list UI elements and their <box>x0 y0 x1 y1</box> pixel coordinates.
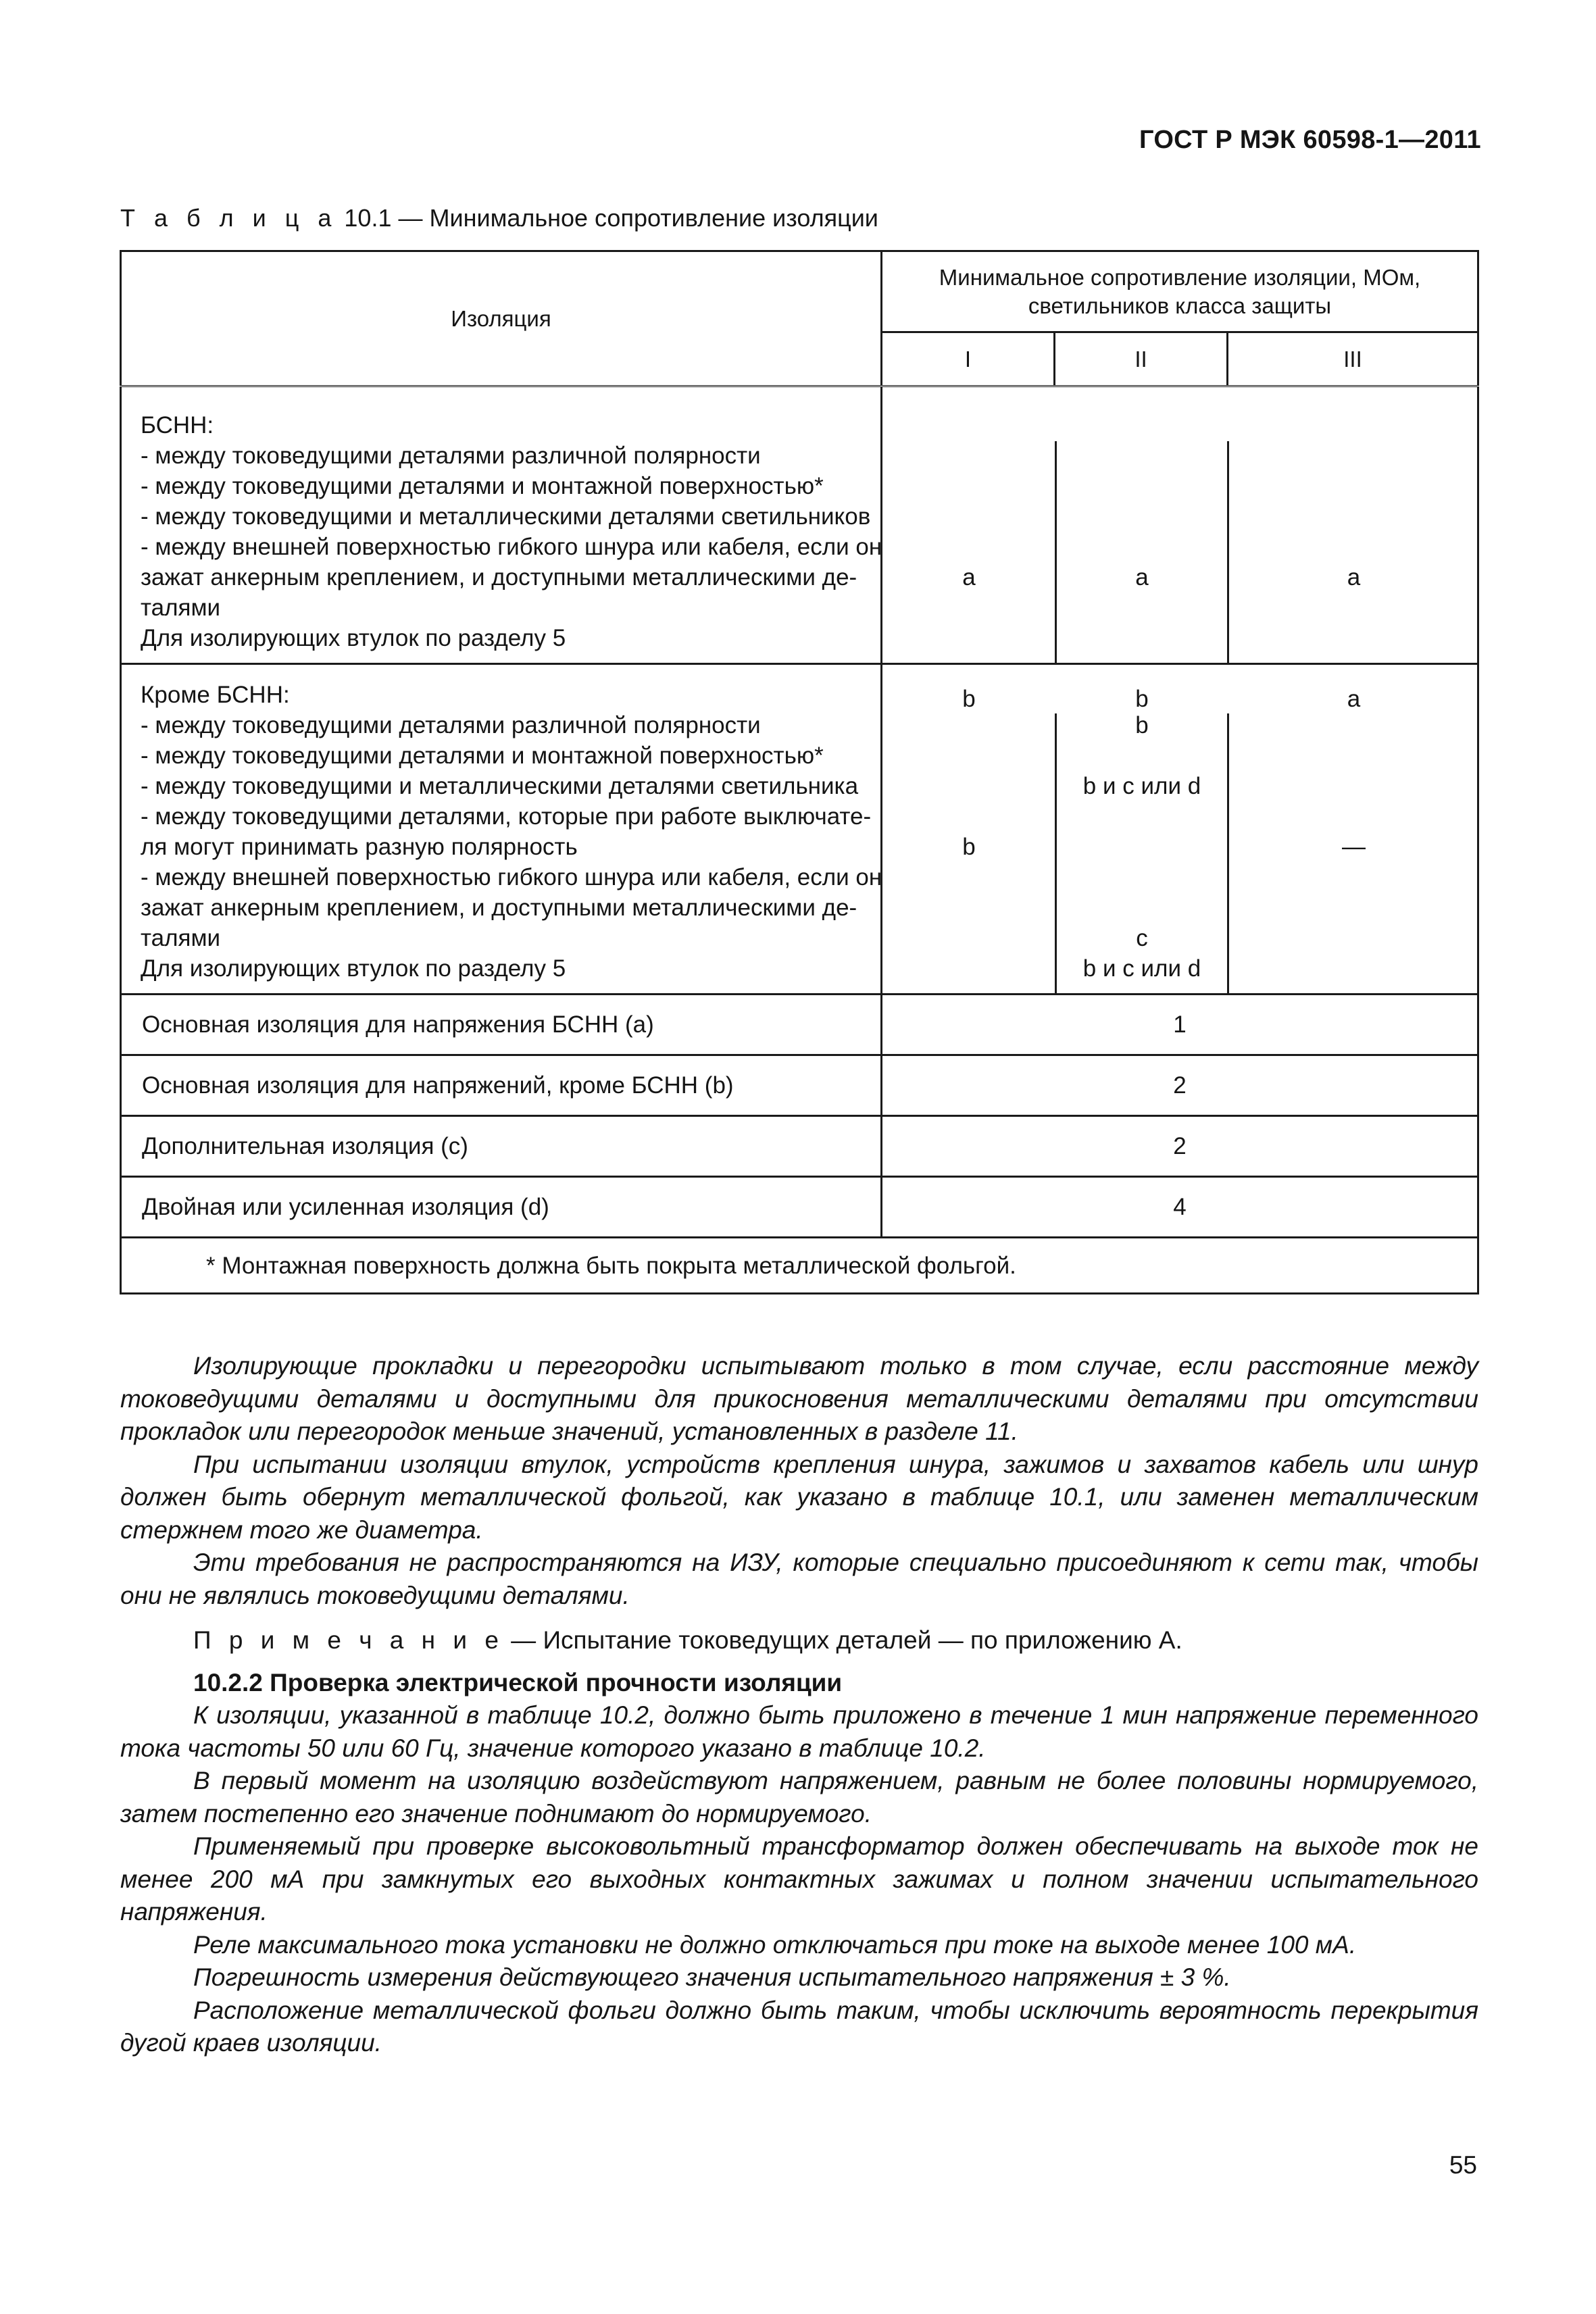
non-selv-line: Кроме БСНН: <box>141 682 290 708</box>
non-selv-line: - между токоведущими деталями различной полярности <box>141 712 761 738</box>
selv-line: Для изолирующих втулок по разделу 5 <box>141 625 566 651</box>
selv-values-cell <box>882 386 1478 712</box>
table-caption-text: 10.1 — Минимальное сопротивление изоляции <box>337 204 878 232</box>
selv-line: - между токоведущими и металлическими деталями светильников <box>141 503 871 530</box>
row-value: 1 <box>882 995 1478 1055</box>
row-value: 2 <box>882 1116 1478 1177</box>
table-row <box>121 1055 1478 1116</box>
body-text <box>120 1350 1478 2060</box>
insulation-resistance-table <box>120 250 1479 1294</box>
selv-class1-value: a <box>962 564 976 590</box>
section-heading: 10.2.2 Проверка электрической прочности изоляции <box>193 1668 843 1696</box>
table-row <box>121 995 1478 1055</box>
paragraph: Изолирующие прокладки и перегородки испытывают только в том случае, если расстояние между токоведущими деталями и доступными для прикосновения металлическими деталями при отсутствии прокладок или перегородок меньше значений, установленных в разделе 11. <box>120 1352 1478 1445</box>
non-selv-line: - между токоведущими и металлическими деталями светильника <box>141 773 859 799</box>
row-label: Основная изоляция для напряжений, кроме БСНН (b) <box>121 1055 882 1116</box>
paragraph: Расположение металлической фольги должно быть таким, чтобы исключить вероятность перекрытия дугой краев изоляции. <box>120 1996 1478 2057</box>
table-row <box>121 1116 1478 1177</box>
class-header-3: III <box>1228 332 1478 386</box>
paragraph: Применяемый при проверке высоковольтный трансформатор должен обеспечивать на выходе ток не менее 200 мА при замкнутых его выходных контактных зажимах и полном значении испытательного напряжения. <box>120 1832 1478 1926</box>
selv-class1-bushing-value: b <box>962 686 976 712</box>
document-code: ГОСТ Р МЭК 60598-1—2011 <box>1139 126 1481 154</box>
non-selv-class2-value: c <box>1136 925 1148 951</box>
non-selv-class2-value: b и с или d <box>1082 773 1201 799</box>
selv-line: - между токоведущими деталями различной полярности <box>141 443 761 469</box>
class-header-2: II <box>1055 332 1228 386</box>
table-row <box>121 1177 1478 1238</box>
page-number: 55 <box>1449 2151 1477 2179</box>
note-lead: П р и м е ч а н и е <box>193 1626 504 1654</box>
non-selv-line: - между токоведущими деталями и монтажной поверхностью* <box>141 743 824 769</box>
column-header-min-resistance: Минимальное сопротивление изоляции, МОм, светильников класса защиты <box>882 251 1478 332</box>
selv-line: БСНН: <box>141 412 214 438</box>
selv-line: талями <box>141 595 221 621</box>
row-value: 4 <box>882 1177 1478 1238</box>
non-selv-insulation-cell <box>121 664 882 995</box>
paragraph: Реле максимального тока установки не должно отключаться при токе на выходе менее 100 мА. <box>193 1930 1357 1959</box>
non-selv-line: - между токоведущими деталями, которые при работе выключате- <box>141 803 872 830</box>
note-text: — Испытание токоведущих деталей — по приложению А. <box>503 1626 1182 1654</box>
selv-class2-bushing-value: b <box>1135 686 1149 712</box>
paragraph: При испытании изоляции втулок, устройств крепления шнура, зажимов и захватов кабель или шнур должен быть обернут металлической фольгой, как указано в таблице 10.1, или заменен металлическим стержнем того же диаметра. <box>120 1450 1478 1544</box>
selv-line: - между внешней поверхностью гибкого шнура или кабеля, если он <box>141 534 882 560</box>
class-header-1: I <box>882 332 1055 386</box>
row-value: 2 <box>882 1055 1478 1116</box>
non-selv-values-cell <box>882 664 1478 995</box>
paragraph: Эти требования не распространяются на ИЗУ, которые специально присоединяют к сети так, чтобы они не являлись токоведущими деталями. <box>120 1549 1478 1609</box>
paragraph: К изоляции, указанной в таблице 10.2, должно быть приложено в течение 1 мин напряжение переменного тока частоты 50 или 60 Гц, значение которого указано в таблице 10.2. <box>120 1701 1478 1762</box>
note <box>120 1624 1478 1657</box>
row-label: Основная изоляция для напряжения БСНН (a) <box>121 995 882 1055</box>
non-selv-line: зажат анкерным креплением, и доступными металлическими де- <box>141 895 857 921</box>
table-caption-lead: Т а б л и ц а <box>120 204 338 232</box>
non-selv-line: ля могут принимать разную полярность <box>141 834 578 860</box>
row-label: Двойная или усиленная изоляция (d) <box>121 1177 882 1238</box>
non-selv-line: Для изолирующих втулок по разделу 5 <box>141 955 566 982</box>
table-footnote: * Монтажная поверхность должна быть покрыта металлической фольгой. <box>121 1238 1478 1294</box>
non-selv-class3-value: — <box>1342 834 1366 860</box>
non-selv-line: талями <box>141 925 221 951</box>
selv-class2-value: a <box>1135 564 1149 590</box>
row-label: Дополнительная изоляция (c) <box>121 1116 882 1177</box>
selv-line: зажат анкерным креплением, и доступными металлическими де- <box>141 564 857 590</box>
non-selv-class1-value: b <box>962 834 976 860</box>
selv-insulation-cell <box>121 386 882 664</box>
non-selv-class2-value: b и с или d <box>1082 955 1201 982</box>
paragraph: Погрешность измерения действующего значения испытательного напряжения ± 3 %. <box>193 1963 1231 1991</box>
selv-class3-value: a <box>1347 564 1361 590</box>
paragraph: В первый момент на изоляцию воздействуют напряжением, равным не более половины нормируемого, затем постепенно его значение поднимают до нормируемого. <box>120 1767 1478 1828</box>
table-caption <box>120 204 878 232</box>
selv-line: - между токоведущими деталями и монтажной поверхностью* <box>141 473 824 499</box>
non-selv-line: - между внешней поверхностью гибкого шнура или кабеля, если он <box>141 864 882 890</box>
non-selv-class2-value: b <box>1135 712 1149 738</box>
selv-class3-bushing-value: a <box>1347 686 1361 712</box>
column-header-insulation: Изоляция <box>121 251 882 386</box>
